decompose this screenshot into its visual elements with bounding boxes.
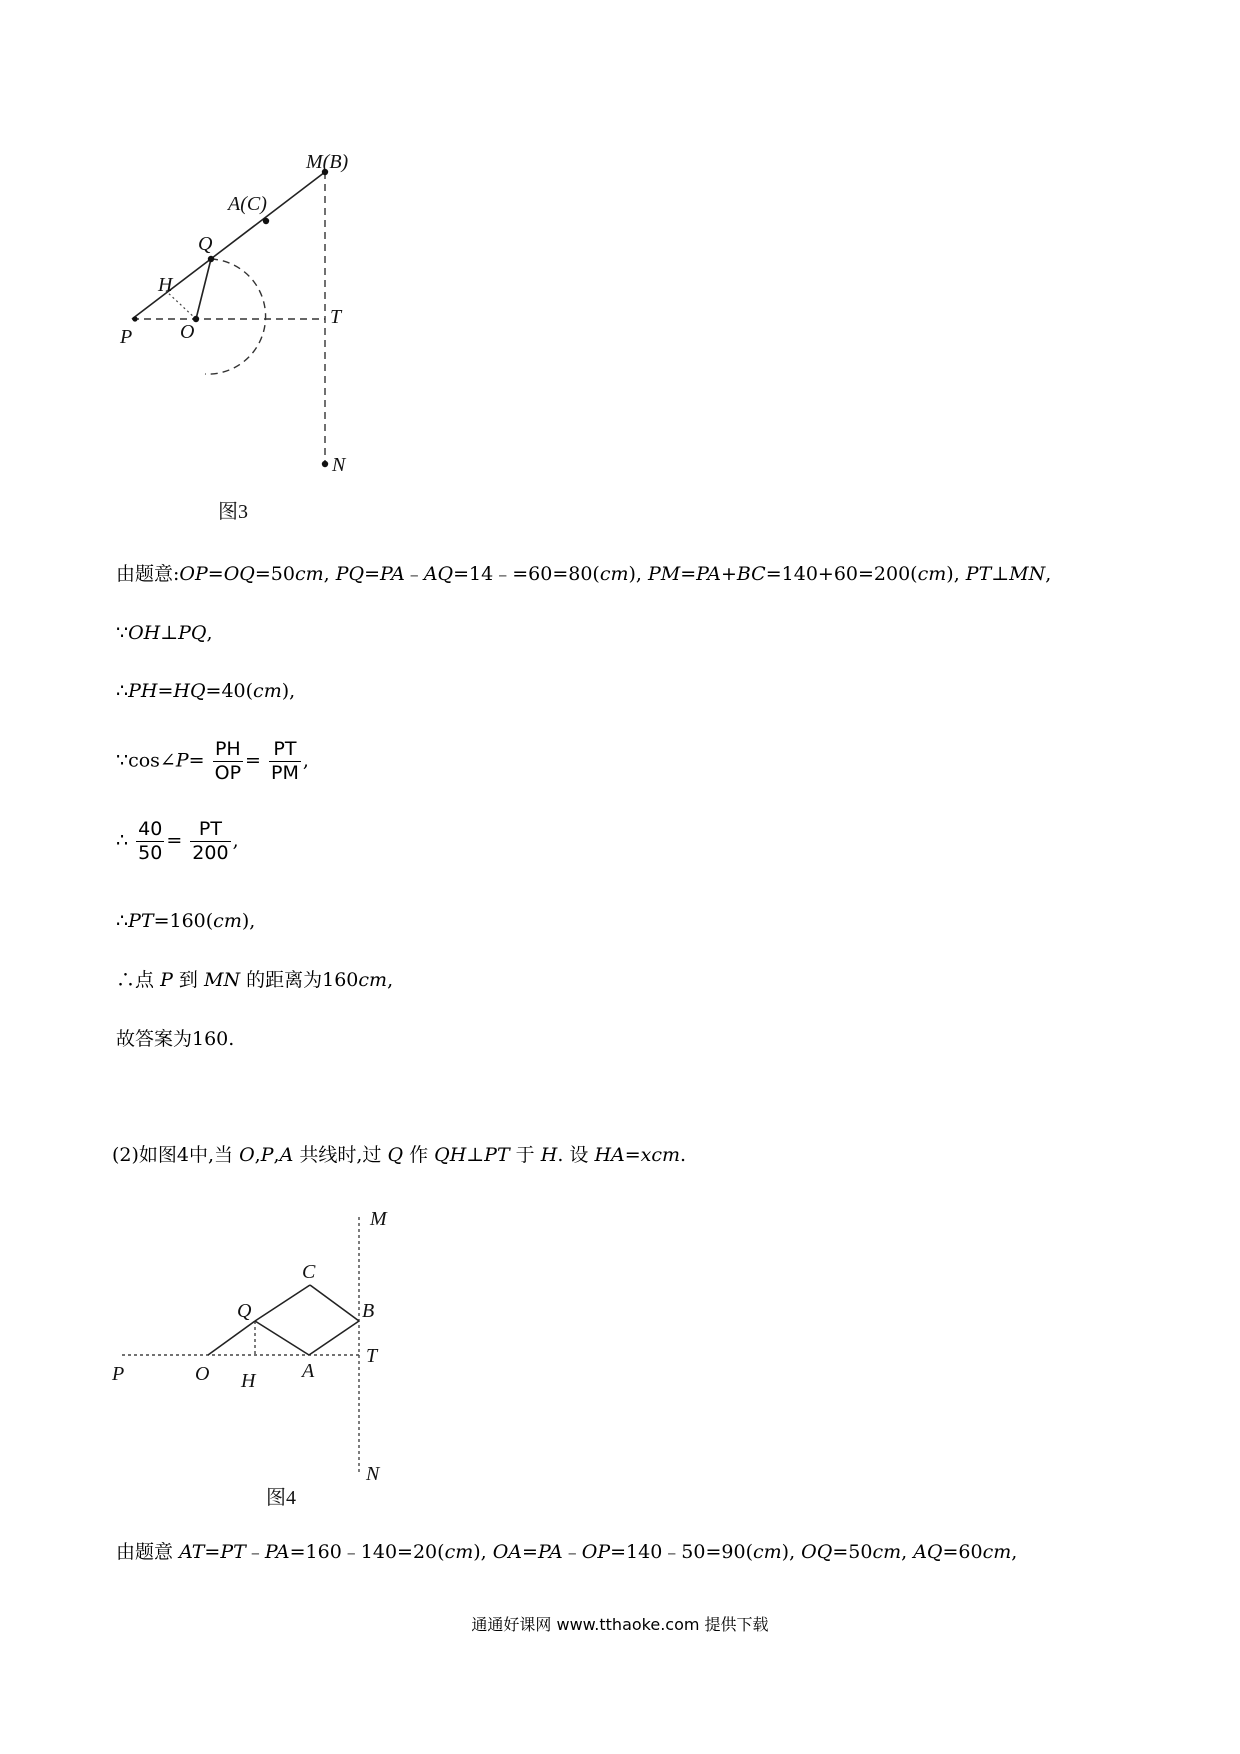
segment-QC-4 <box>255 1285 310 1321</box>
fraction-PT-PM: $\frac{PT}{PM}$ <box>271 738 299 784</box>
point-N <box>322 461 328 467</box>
page-footer: 通通好课网 www.tthaoke.com 提供下载 <box>471 1615 769 1634</box>
label-MB: M(B) <box>306 151 349 173</box>
fraction-PH-OP: $\frac{PH}{OP}$ <box>214 738 242 784</box>
point-A <box>263 218 269 224</box>
label-N: N <box>332 454 346 476</box>
part2-intro-line: (2)如图4中,当 O,P,A 共线时,过 Q 作 QH⊥PT 于 H. 设 HA=xcm. <box>112 1144 687 1166</box>
label-C-4: C <box>302 1261 316 1283</box>
therefore-line-1: ∴PH=HQ=40(cm), <box>116 680 296 702</box>
label-T: T <box>330 306 342 328</box>
therefore-line-3: ∴点 P 到 MN 的距离为160cm, <box>116 969 394 991</box>
segment-QA-4 <box>255 1321 309 1355</box>
answer-line: 故答案为160. <box>116 1028 235 1050</box>
label-M-4: M <box>370 1208 387 1230</box>
segment-OQ-4 <box>208 1321 255 1355</box>
label-Q: Q <box>198 233 213 255</box>
label-B-4: B <box>362 1300 375 1322</box>
ratio-equation-line: ∴ $\frac{40}{50}$ = $\frac{PT}{200}$ , <box>116 818 239 864</box>
semicircle-arc <box>205 259 266 374</box>
given-line-1: 由题意:OP=OQ=50cm, PQ=PA﹣AQ=14﹣=60=80(cm), PM=PA+BC=140+60=200(cm), PT⊥MN, <box>116 563 1052 585</box>
figure4-caption: 图4 <box>266 1487 296 1509</box>
label-O: O <box>180 321 195 343</box>
segment-AB-4 <box>309 1321 359 1355</box>
therefore-line-2: ∴PT=160(cm), <box>116 910 256 932</box>
label-N-4: N <box>366 1463 380 1485</box>
label-O-4: O <box>195 1363 210 1385</box>
label-T-4: T <box>366 1345 378 1367</box>
point-Q <box>208 256 214 262</box>
fraction-PT-200: $\frac{PT}{200}$ <box>192 818 229 864</box>
label-P: P <box>120 326 133 348</box>
label-AC: A(C) <box>228 193 267 215</box>
point-P <box>132 316 137 321</box>
label-A-4: A <box>302 1360 315 1382</box>
label-P-4: P <box>112 1363 125 1385</box>
fraction-40-50: $\frac{40}{50}$ <box>138 818 163 864</box>
because-line-1: ∵OH⊥PQ, <box>116 622 213 644</box>
figure3-caption: 图3 <box>218 501 248 523</box>
part2-given-line: 由题意 AT=PT﹣PA=160﹣140=20(cm), OA=PA﹣OP=140﹣50=90(cm), OQ=50cm, AQ=60cm, <box>116 1541 1018 1563</box>
segment-CB-4 <box>310 1285 359 1321</box>
cos-equation-line: ∵cos∠P= $\frac{PH}{OP}$ = $\frac{PT}{PM}$ , <box>116 738 309 784</box>
label-H-4: H <box>241 1370 256 1392</box>
figure-4 <box>122 1217 362 1473</box>
label-H: H <box>158 274 173 296</box>
label-Q-4: Q <box>237 1300 252 1322</box>
